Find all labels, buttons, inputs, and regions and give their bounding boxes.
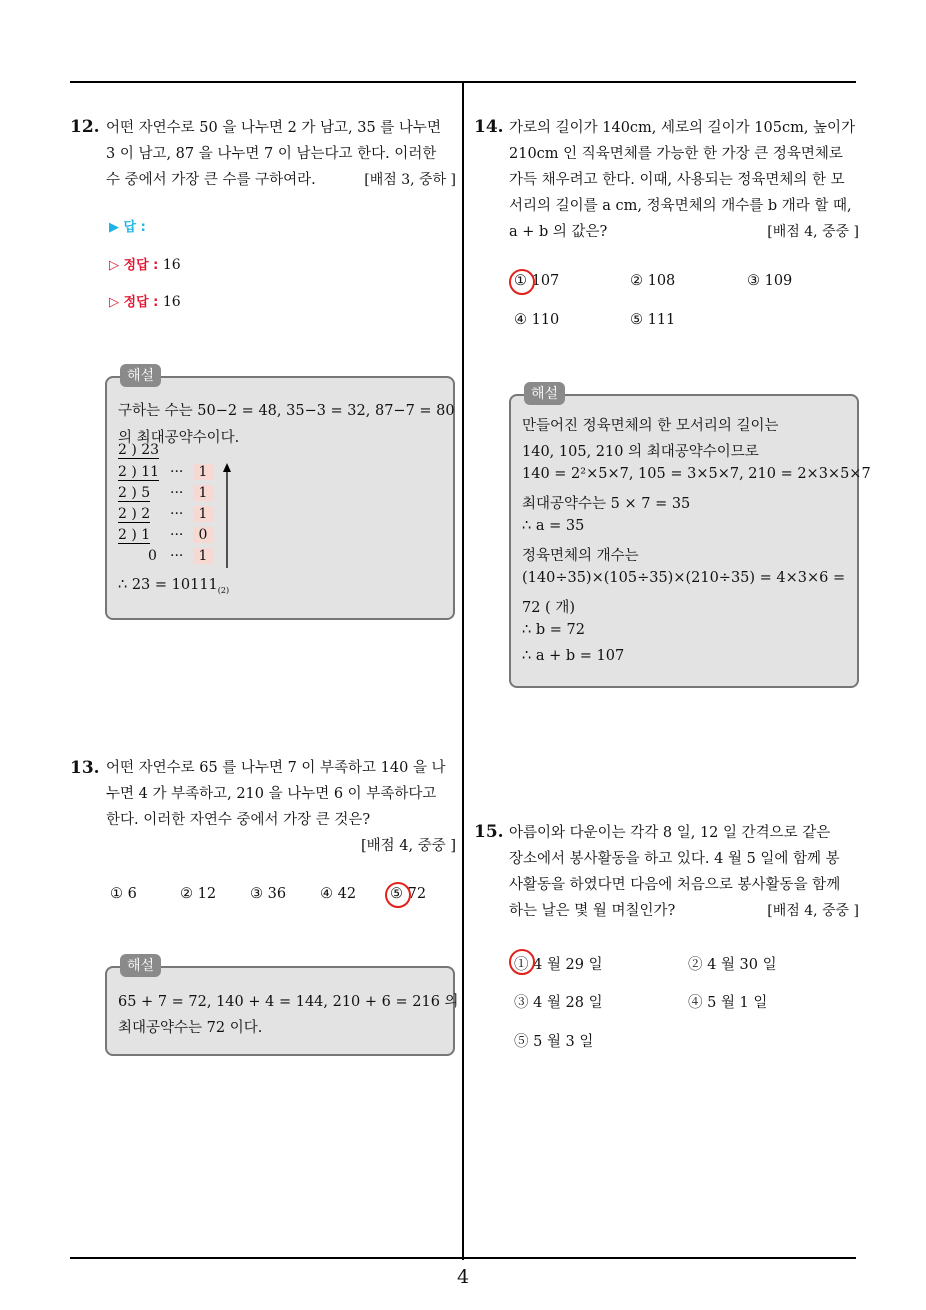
remainder: 1 — [193, 506, 213, 522]
question-line: 서리의 길이를 a cm, 정육면체의 개수를 b 개라 할 때, — [509, 198, 852, 214]
division-row — [118, 506, 184, 522]
question-line: 가득 채우려고 한다. 이때, 사용되는 정육면체의 한 모 — [509, 172, 845, 188]
choice-4[interactable]: ④ 42 — [320, 886, 357, 902]
choice-4[interactable]: ④ 110 — [514, 312, 560, 328]
ellipsis: ··· — [170, 464, 184, 480]
score-meta: [배점 4, 중중 ] — [767, 903, 859, 919]
correct-answer-2 — [109, 291, 181, 310]
divisor-quotient: 2 ) 1 — [118, 527, 151, 543]
answer-prompt — [109, 216, 146, 235]
question-line-text: 하는 날은 몇 월 며칠인가? — [509, 903, 676, 919]
page-number: 4 — [456, 1266, 470, 1288]
score-line — [106, 833, 456, 859]
division-row — [118, 485, 184, 501]
choice-3[interactable]: ③ 109 — [747, 273, 793, 289]
divisor-quotient: 2 ) 2 — [118, 506, 151, 522]
correct-value: 16 — [162, 257, 181, 273]
choice-2[interactable]: ② 12 — [180, 886, 217, 902]
solution-line: ∴ a + b = 107 — [522, 648, 625, 664]
choice-3[interactable]: ③ 36 — [250, 886, 287, 902]
question-text — [106, 755, 456, 859]
solution-tag: 해설 — [120, 954, 161, 977]
correct-label: ▷ 정답 : — [109, 258, 159, 273]
choice-5[interactable]: ⑤ 72 — [390, 886, 427, 902]
question-line: 누면 4 가 부족하고, 210 을 나누면 6 이 부족하다고 — [106, 786, 437, 802]
remainder: 1 — [193, 485, 213, 501]
question-line-text: a + b 의 값은? — [509, 224, 608, 240]
conversion-result — [118, 577, 229, 595]
solution-line: 72 ( 개) — [522, 600, 575, 616]
question-number: 15. — [474, 822, 504, 842]
solution-line: 140 = 2²×5×7, 105 = 3×5×7, 210 = 2×3×5×7 — [522, 466, 871, 482]
answer-label: ▶ 답 : — [109, 220, 146, 235]
choice-5[interactable]: ⑤ 5 월 3 일 — [514, 1034, 594, 1050]
solution-line: 140, 105, 210 의 최대공약수이므로 — [522, 444, 759, 460]
question-line: 3 이 남고, 87 을 나누면 7 이 남는다고 한다. 이러한 — [106, 146, 437, 162]
solution-line: 만들어진 정육면체의 한 모서리의 길이는 — [522, 418, 779, 434]
question-number: 12. — [70, 117, 100, 137]
question-line — [509, 219, 859, 245]
solution-line: 구하는 수는 50−2 = 48, 35−3 = 32, 87−7 = 80 — [118, 403, 455, 419]
solution-box — [509, 394, 859, 688]
divisor-quotient: 2 ) 11 — [118, 464, 160, 480]
question-line: 사활동을 하였다면 다음에 처음으로 봉사활동을 함께 — [509, 877, 841, 893]
division-row — [118, 527, 184, 543]
selected-answer-circle — [385, 882, 411, 908]
divisor-quotient: 2 ) 5 — [118, 485, 151, 501]
ellipsis: ··· — [170, 485, 184, 501]
question-text — [106, 115, 456, 193]
question-line: 한다. 이러한 자연수 중에서 가장 큰 것은? — [106, 812, 371, 828]
division-row — [118, 464, 184, 480]
ellipsis: ··· — [170, 527, 184, 543]
remainder: 0 — [193, 527, 213, 543]
solution-line: 최대공약수는 5 × 7 = 35 — [522, 496, 691, 512]
question-line: 아름이와 다운이는 각각 8 일, 12 일 간격으로 같은 — [509, 825, 831, 841]
selected-answer-circle — [509, 949, 535, 975]
question-line: 210cm 인 직육면체를 가능한 한 가장 큰 정육면체로 — [509, 146, 843, 162]
choice-2[interactable]: ② 4 월 30 일 — [688, 957, 777, 973]
remainder: 1 — [193, 548, 213, 564]
choice-3[interactable]: ③ 4 월 28 일 — [514, 995, 603, 1011]
solution-tag: 해설 — [524, 382, 565, 405]
solution-line: 정육면체의 개수는 — [522, 548, 639, 564]
question-line — [106, 167, 456, 193]
score-meta: [배점 3, 중하 ] — [364, 172, 456, 188]
base-subscript: (2) — [217, 585, 230, 595]
ellipsis: ··· — [170, 548, 184, 564]
choice-1[interactable]: ① 4 월 29 일 — [514, 957, 603, 973]
question-line: 어떤 자연수로 50 을 나누면 2 가 남고, 35 를 나누면 — [106, 120, 441, 136]
solution-box — [105, 966, 455, 1056]
question-number: 14. — [474, 117, 504, 137]
column-divider — [462, 82, 464, 1260]
choice-4[interactable]: ④ 5 월 1 일 — [688, 995, 768, 1011]
divisor-quotient: 2 ) 23 — [118, 442, 160, 458]
solution-line: 최대공약수는 72 이다. — [118, 1020, 263, 1036]
solution-line: (140÷35)×(105÷35)×(210÷35) = 4×3×6 = — [522, 570, 846, 586]
choice-1[interactable]: ① 107 — [514, 273, 560, 289]
correct-value: 16 — [162, 294, 181, 310]
solution-line: ∴ a = 35 — [522, 518, 585, 534]
division-row — [118, 442, 159, 458]
selected-answer-circle — [509, 269, 535, 295]
solution-tag: 해설 — [120, 364, 161, 387]
choice-2[interactable]: ② 108 — [630, 273, 676, 289]
question-line — [509, 898, 859, 924]
correct-answer-1 — [109, 254, 181, 273]
bottom-rule — [70, 1257, 856, 1259]
conversion-text: ∴ 23 = 10111 — [118, 577, 218, 593]
ellipsis: ··· — [170, 506, 184, 522]
question-line: 가로의 길이가 140cm, 세로의 길이가 105cm, 높이가 — [509, 120, 856, 136]
solution-line: 의 최대공약수이다. — [118, 430, 240, 446]
correct-label: ▷ 정답 : — [109, 295, 159, 310]
question-number: 13. — [70, 758, 100, 778]
question-line: 장소에서 봉사활동을 하고 있다. 4 월 5 일에 함께 봉 — [509, 851, 840, 867]
question-text — [509, 115, 859, 245]
final-quotient: 0 — [148, 548, 157, 564]
score-meta: [배점 4, 중중 ] — [767, 224, 859, 240]
question-text — [509, 820, 859, 924]
remainder: 1 — [193, 464, 213, 480]
solution-line: 65 + 7 = 72, 140 + 4 = 144, 210 + 6 = 216 의 — [118, 994, 459, 1010]
score-meta: [배점 4, 중중 ] — [360, 838, 456, 854]
question-line-text: 수 중에서 가장 큰 수를 구하여라. — [106, 172, 316, 188]
choice-5[interactable]: ⑤ 111 — [630, 312, 676, 328]
question-line: 어떤 자연수로 65 를 나누면 7 이 부족하고 140 을 나 — [106, 760, 446, 776]
up-arrow-icon — [220, 462, 234, 570]
choice-1[interactable]: ① 6 — [110, 886, 137, 902]
solution-line: ∴ b = 72 — [522, 622, 585, 638]
